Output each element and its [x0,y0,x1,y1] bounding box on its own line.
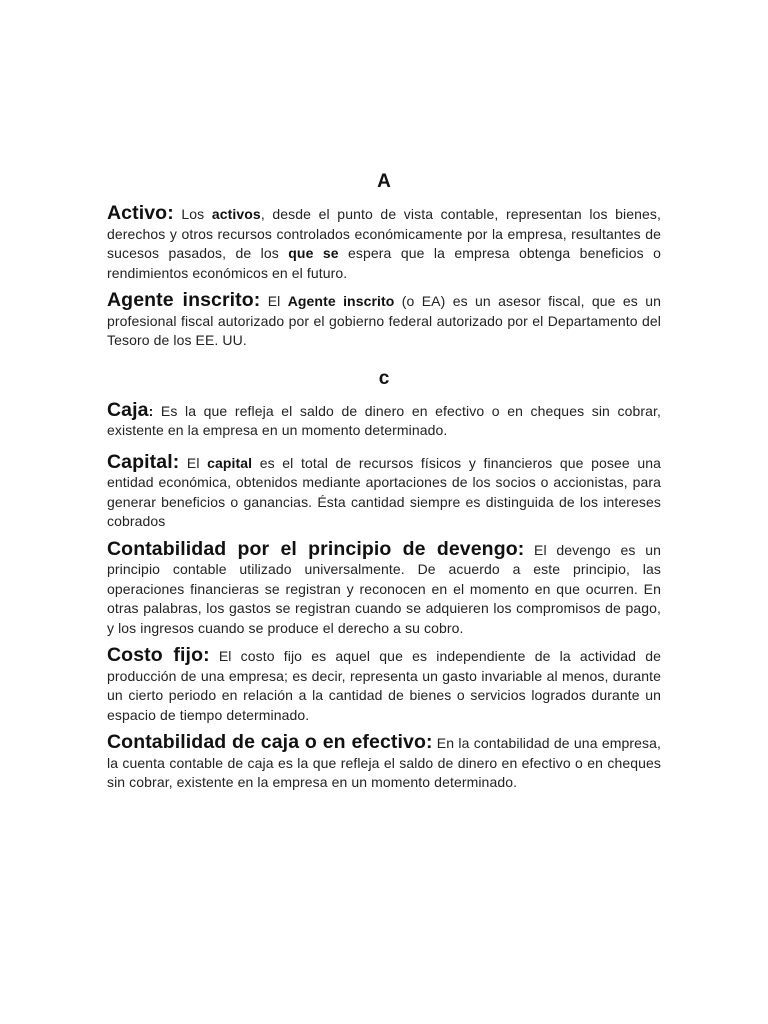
entry-text: espera que la empresa obtenga beneficios o rendimientos económicos en el futuro. [107,245,662,281]
entry-text: En la contabilidad de una empresa, la cuenta contable de caja es la que refleja el saldo de dinero en efectivo o en cheques sin cobrar, existente en la empresa en un momento determinado. [107,735,661,790]
glossary-entry-activo [107,204,661,283]
glossary-term: Caja [107,398,149,421]
glossary-entry-capital [107,450,661,532]
entry-emphasis: capital [207,454,253,471]
glossary-entry-agente-inscrito [107,291,661,351]
glossary-term: Contabilidad por el principio de devengo: [107,537,525,560]
entry-text: (o EA) es un asesor fiscal, que es un profesional fiscal autorizado por el gobierno federal autorizado por el Departamento del Tesoro de los EE. UU. [107,293,661,348]
glossary-term: Capital: [107,450,180,473]
glossary-term: Costo fijo: [107,644,210,666]
entry-text: , desde el punto de vista contable, representan los bienes, derechos y otros recursos controlados económicamente por la empresa, resultantes de sucesos pasados, de los [107,206,662,261]
glossary-entry-costo-fijo [107,646,661,725]
entry-text: El costo fijo es aquel que es independiente de la actividad de producción de una empresa; es decir, representa un gasto invariable al menos, durante un cierto periodo en relación a la cantidad de bienes o servicios logrados durante un espacio de tiempo determinado. [107,648,661,723]
entry-emphasis: Agente inscrito [287,293,395,309]
glossary-entry-contabilidad-caja [107,733,661,793]
entry-emphasis: que se [288,245,339,261]
entry-text: El [260,293,288,309]
entry-emphasis: activos [211,206,261,222]
entry-emphasis: : [148,402,154,419]
glossary-entry-contabilidad-devengo [107,537,661,639]
section-heading-c: c [378,367,390,389]
entry-text: Es la que refleja el saldo de dinero en efectivo o en cheques sin cobrar, existente en la empresa en un momento determinado. [107,402,661,438]
glossary [107,170,661,801]
entry-text: es el total de recursos físicos y financieros que posee una entidad económica, obtenidos mediante aportaciones de los socios o accionistas, para generar beneficios o ganancias. Ésta cantidad siempre es distinguida de los intereses cobrados [107,454,661,529]
glossary-term: Agente inscrito: [107,289,261,311]
entry-text: El [179,454,208,471]
entry-text: El devengo es un principio contable utilizado universalmente. De acuerdo a este principio, las operaciones financieras se registran y reconocen en el momento en que ocurren. En otras palabras, los gastos se registran cuando se adquieren los compromisos de pago, y los ingresos cuando se produce el derecho a su cobro. [107,541,661,636]
glossary-term: Contabilidad de caja o en efectivo: [107,731,433,753]
entry-text: Los [173,206,212,222]
glossary-entry-caja [107,398,661,441]
section-heading-a: A [377,171,391,192]
glossary-term: Activo: [107,202,174,224]
